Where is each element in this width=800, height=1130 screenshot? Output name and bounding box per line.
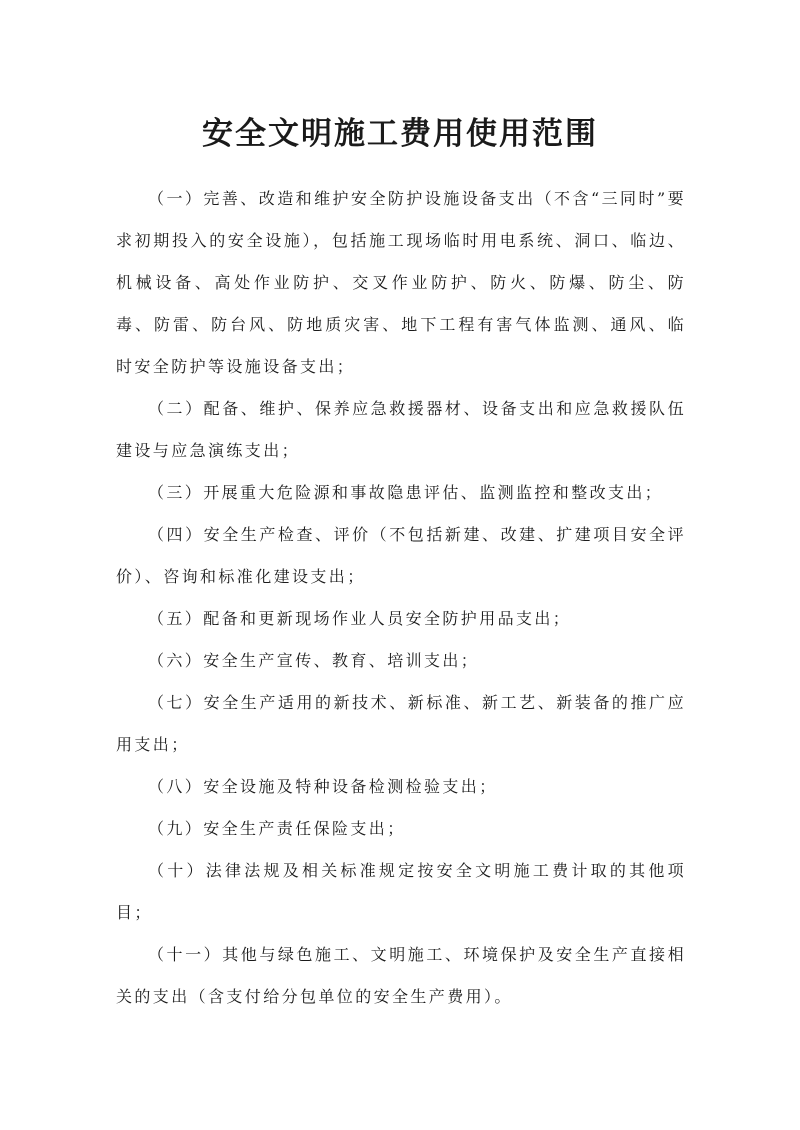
document-title: 安全文明施工费用使用范围 (202, 116, 598, 152)
scope-item-3: （三）开展重大危险源和事故隐患评估、监测监控和整改支出； (148, 483, 664, 502)
scope-item-8: （八）安全设施及特种设备检测检验支出； (148, 777, 498, 796)
scope-item-5: （五）配备和更新现场作业人员安全防护用品支出； (148, 609, 572, 628)
scope-item-7: （七）安全生产适用的新技术、新标准、新工艺、新装备的推广应用支出； (116, 693, 686, 754)
scope-item-4: （四）安全生产检查、评价（不包括新建、改建、扩建项目安全评价）、咨询和标准化建设支出； (116, 525, 686, 586)
scope-item-6: （六）安全生产宣传、教育、培训支出； (148, 651, 480, 670)
scope-item-2: （二）配备、维护、保养应急救援器材、设备支出和应急救援队伍建设与应急演练支出； (116, 399, 686, 460)
scope-item-10: （十）法律法规及相关标准规定按安全文明施工费计取的其他项目； (116, 861, 686, 922)
scope-list (116, 178, 686, 1018)
scope-item-9: （九）安全生产责任保险支出； (148, 819, 406, 838)
scope-item-1: （一）完善、改造和维护安全防护设施设备支出（不含“三同时”要求初期投入的安全设施），包括施工现场临时用电系统、洞口、临边、机械设备、高处作业防护、交叉作业防护、防火、防爆、防尘、防毒、防雷、防台风、防地质灾害、地下工程有害气体监测、通风、临时安全防护等设施设备支出； (116, 189, 686, 376)
scope-item-11: （十一）其他与绿色施工、文明施工、环境保护及安全生产直接相关的支出（含支付给分包单位的安全生产费用）。 (116, 945, 686, 1006)
